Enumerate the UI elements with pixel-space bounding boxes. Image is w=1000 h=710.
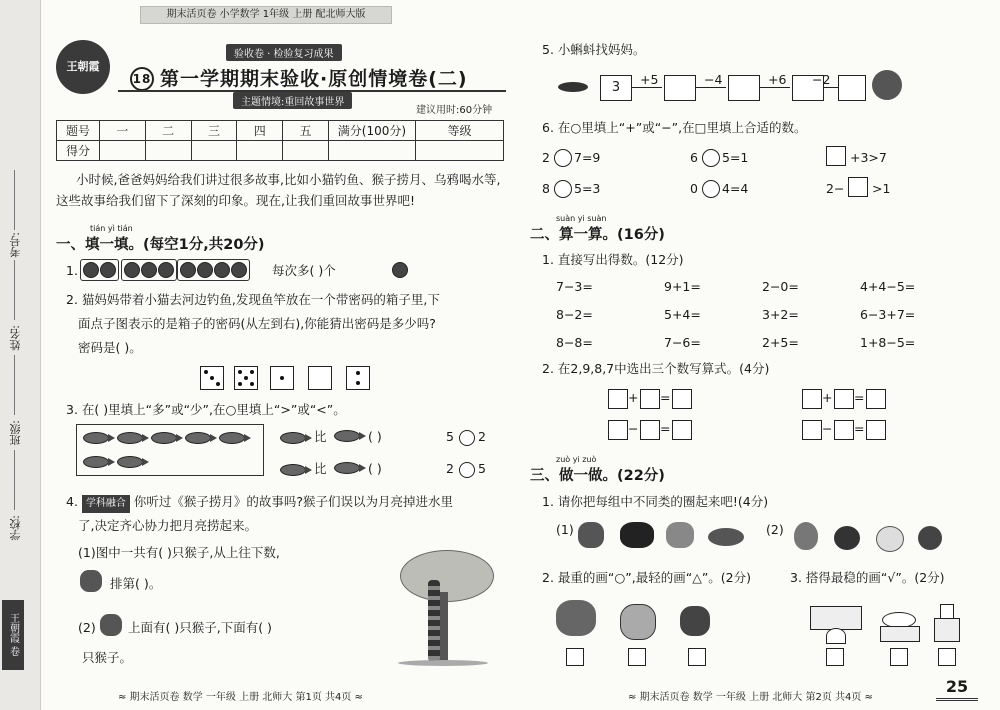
apple-icon [231,262,247,278]
dice-dot [216,382,220,386]
score-input[interactable] [191,141,237,161]
dice-two [346,366,370,390]
q6-d-left: 8 [542,181,550,196]
compare-circle-1[interactable] [459,430,475,446]
binding-strip [0,0,41,710]
answer-box[interactable] [566,648,584,666]
calc-item: 7−3= [556,279,593,294]
q5-op-4: −2 [812,72,831,87]
block-stack-1-base [826,628,846,644]
q2-line-2: 面点子图表示的是箱子的密码(从左到右),你能猜出密码是多少吗? [78,316,436,331]
compare-number-1: 5 [446,429,454,444]
mouse-icon [680,606,710,636]
compare-word-2: 比 [314,461,327,476]
table-row [57,121,504,141]
suggested-time: 建议用时:60分钟 [416,105,493,116]
equation-box[interactable] [640,420,660,440]
apple-group-3 [177,259,250,281]
q6-box[interactable] [848,177,868,197]
op-eq: = [660,421,671,436]
q6-e-right: 4=4 [722,181,749,196]
q6-b-right: 5=1 [722,150,749,165]
op-plus: + [822,390,833,405]
equation-box[interactable] [608,420,628,440]
table-header: 题号 [57,121,100,141]
dice-dot [250,370,254,374]
q4-sub-2c: 只猴子。 [82,650,133,665]
q2-line-1: 2. 猫妈妈带着小猫去河边钓鱼,发现鱼竿放在一个带密码的箱子里,下 [66,292,440,307]
q6-circle[interactable] [554,180,572,198]
tomato-icon [876,526,904,552]
q4-sub-1b: 排第( )。 [110,576,162,591]
dice-dot [250,382,254,386]
q5-answer-box[interactable] [728,75,760,101]
table-header: 三 [191,121,237,141]
score-input[interactable] [145,141,191,161]
block-stack-2-base [880,626,920,642]
op-minus: − [628,421,639,436]
fish-icon [83,432,109,444]
q6-d-right: 5=3 [574,181,601,196]
q6-a-left: 2 [542,150,550,165]
table-header: 一 [100,121,146,141]
q4-tag: 学科融合 [82,495,130,513]
q2-line-3: 密码是( )。 [78,340,142,355]
section1-pinyin: tián yì tián [90,224,133,233]
exam-number-line [14,170,15,230]
q5-answer-box[interactable] [838,75,866,101]
rooster-icon [620,604,656,640]
equation-box[interactable] [640,389,660,409]
equation-box[interactable] [834,389,854,409]
arrow-line [760,87,790,88]
section3-pinyin: zuò yi zuò [556,455,597,464]
q5-op-3: +6 [768,72,787,87]
answer-paren-1[interactable]: ( ) [368,429,382,444]
equation-box[interactable] [672,389,692,409]
footer-left: ≈ 期末活页卷 数学 一年级 上册 北师大 第1页 共4页 ≈ [118,692,363,703]
table-header: 满分(100分) [328,121,415,141]
fish-icon [334,430,360,442]
op-eq: = [660,390,671,405]
dice-dot [238,382,242,386]
pond [398,660,488,666]
calc-item: 6−3+7= [860,307,916,322]
calc-item: 3+2= [762,307,799,322]
footer-right: ≈ 期末活页卷 数学 一年级 上册 北师大 第2页 共4页 ≈ [628,692,873,703]
q6-f-right: >1 [872,181,891,196]
top-strip: 期末活页卷 小学数学 1年级 上册 配北师大版 [140,6,392,24]
table-header: 五 [283,121,329,141]
answer-box[interactable] [890,648,908,666]
cat-icon [620,522,654,548]
compare-word-1: 比 [314,429,327,444]
compare-number-2: 2 [478,429,486,444]
score-input[interactable] [415,141,503,161]
equation-box[interactable] [802,389,822,409]
dice-dot [280,376,284,380]
class-label: 班级: [9,420,22,446]
monkey-chain [428,580,440,662]
equation-box[interactable] [672,420,692,440]
score-table [56,120,504,161]
q3-text: 3. 在( )里填上“多”或“少”,在○里填上“>”或“<”。 [66,402,346,417]
q4-line-2: 了,决定齐心协力把月亮捞起来。 [78,518,257,533]
table-cell: 得分 [57,141,100,161]
apple-group-2 [121,259,177,281]
monkey-icon [100,614,122,636]
fish-icon [117,456,143,468]
dice-blank[interactable] [308,366,332,390]
fish-icon [185,432,211,444]
exam-number-badge: 18 [130,67,154,91]
table-header: 四 [237,121,283,141]
group-1-label: (1) [556,522,574,537]
apple-icon [197,262,213,278]
q4-sub-2a: (2) [78,620,96,635]
q4-sub-2b: 上面有( )只猴子,下面有( ) [128,620,272,635]
answer-box[interactable] [628,648,646,666]
frog-icon [872,70,902,100]
tree-monkeys-illustration [390,550,500,670]
tag-theme: 主题情境:重回故事世界 [233,92,352,109]
page-number: 25 [936,676,978,701]
op-eq: = [854,390,865,405]
q5-answer-box[interactable] [664,75,696,101]
s3-q3-text: 3. 搭得最稳的画“√”。(2分) [790,570,945,585]
q6-a-right: 7=9 [574,150,601,165]
q5-start-box: 3 [600,75,632,101]
calc-item: 8−2= [556,307,593,322]
intro-line-2: 这些故事给我们留下了深刻的印象。现在,让我们重回故事世界吧! [56,193,415,208]
arrow-line [824,87,838,88]
q1-number: 1. [66,263,78,278]
intro-line-1: 小时候,爸爸妈妈给我们讲过很多故事,比如小猫钓鱼、猴子捞月、乌鸦喝水等, [76,172,501,187]
apple-group-1 [80,259,119,281]
dice-dot [244,376,248,380]
rabbit-icon [666,522,694,548]
equation-box[interactable] [802,420,822,440]
fish-icon [334,462,360,474]
section3-heading: 三、做一做。(22分) [530,468,665,484]
q4-line-1: 4. 学科融合 你听过《猴子捞月》的故事吗?猴子们误以为月亮掉进水里 [66,494,453,513]
compare-circle-2[interactable] [459,462,475,478]
apple-icon [158,262,174,278]
exam-number-label: 考号: [9,232,22,258]
q6-f-left: 2− [826,181,845,196]
compare-number-4: 5 [478,461,486,476]
calc-item: 5+4= [664,307,701,322]
q6-text: 6. 在○里填上“+”或“−”,在□里填上合适的数。 [542,120,807,135]
s3-q2-text: 2. 最重的画“○”,最轻的画“△”。(2分) [542,570,752,585]
tiger-icon [556,600,596,636]
dice-one [270,366,294,390]
arrow-line [696,87,726,88]
dice-three [200,366,224,390]
apple-icon [141,262,157,278]
apple-icon [918,526,942,550]
op-eq: = [854,421,865,436]
q4-sub-1: (1)图中一共有( )只猴子,从上往下数, [78,545,280,560]
logo: 王朝霞 [56,40,110,94]
apple-icon [392,262,408,278]
calc-item: 2+5= [762,335,799,350]
page-title [130,64,468,91]
q5-op-2: −4 [704,72,723,87]
apple-icon [124,262,140,278]
arrow-line [632,87,662,88]
calc-item: 9+1= [664,279,701,294]
fish-icon [117,432,143,444]
section1-heading: 一、填一填。(每空1分,共20分) [56,237,265,253]
q6-c-right: +3>7 [850,150,887,165]
table-header: 等级 [415,121,503,141]
q6-b-left: 6 [690,150,698,165]
block-stack-1 [810,606,862,630]
fish-icon [83,456,109,468]
table-header: 二 [145,121,191,141]
apple-icon [180,262,196,278]
q5-op-1: +5 [640,72,659,87]
q6-circle[interactable] [702,180,720,198]
tag-top: 验收卷 · 检验复习成果 [226,44,342,61]
section2-pinyin: suàn yi suàn [556,214,607,223]
s3-q1-text: 1. 请你把每组中不同类的圈起来吧!(4分) [542,494,769,509]
table-row [57,141,504,161]
apple-icon [100,262,116,278]
tadpole-icon [558,82,588,92]
dice-five [234,366,258,390]
dice-dot [204,370,208,374]
orange-icon [834,526,860,550]
q6-e-left: 0 [690,181,698,196]
op-minus: − [822,421,833,436]
equation-box[interactable] [608,389,628,409]
answer-box[interactable] [826,648,844,666]
dice-dot [210,376,214,380]
compare-number-3: 2 [446,461,454,476]
name-label: 姓名: [9,325,22,351]
calc-item: 4+4−5= [860,279,916,294]
q6-box[interactable] [826,146,846,166]
q6-circle[interactable] [702,149,720,167]
equation-box[interactable] [834,420,854,440]
apple-icon [83,262,99,278]
answer-box[interactable] [688,648,706,666]
calc-item: 8−8= [556,335,593,350]
s2-q1-text: 1. 直接写出得数。(12分) [542,252,684,267]
group-2-label: (2) [766,522,784,537]
fish-icon [280,432,306,444]
equation-box[interactable] [866,389,886,409]
score-input[interactable] [237,141,283,161]
op-plus: + [628,390,639,405]
fish-icon [151,432,177,444]
puppy-icon [578,522,604,548]
score-input[interactable] [283,141,329,161]
fish-icon [280,464,306,476]
calc-item: 7−6= [664,335,701,350]
monkey-icon [80,570,102,592]
answer-paren-2[interactable]: ( ) [368,461,382,476]
title-text: 第一学期期末验收·原创情境卷(二) [160,68,468,90]
calc-item: 1+8−5= [860,335,916,350]
answer-box[interactable] [938,648,956,666]
school-line [14,450,15,510]
q4-line-1-text: 你听过《猴子捞月》的故事吗?猴子们误以为月亮掉进水里 [133,494,454,509]
pear-icon [794,522,818,550]
dice-dot [238,370,242,374]
spine-label: 王朝霞 卷 [2,600,24,670]
fish-icon [708,528,744,546]
score-input[interactable] [100,141,146,161]
q6-circle[interactable] [554,149,572,167]
q1-text: 每次多( )个 [272,263,336,278]
school-label: 学校: [9,515,22,541]
dice-dot [356,381,360,385]
q5-text: 5. 小蝌蚪找妈妈。 [542,42,646,57]
section2-heading: 二、算一算。(16分) [530,227,665,243]
equation-box[interactable] [866,420,886,440]
score-input[interactable] [328,141,415,161]
calc-item: 2−0= [762,279,799,294]
block-stack-3-base [934,618,960,642]
fish-icon [219,432,245,444]
name-line [14,260,15,320]
dice-dot [356,371,360,375]
apple-icon [214,262,230,278]
class-line [14,355,15,415]
s2-q2-text: 2. 在2,9,8,7中选出三个数写算式。(4分) [542,361,770,376]
